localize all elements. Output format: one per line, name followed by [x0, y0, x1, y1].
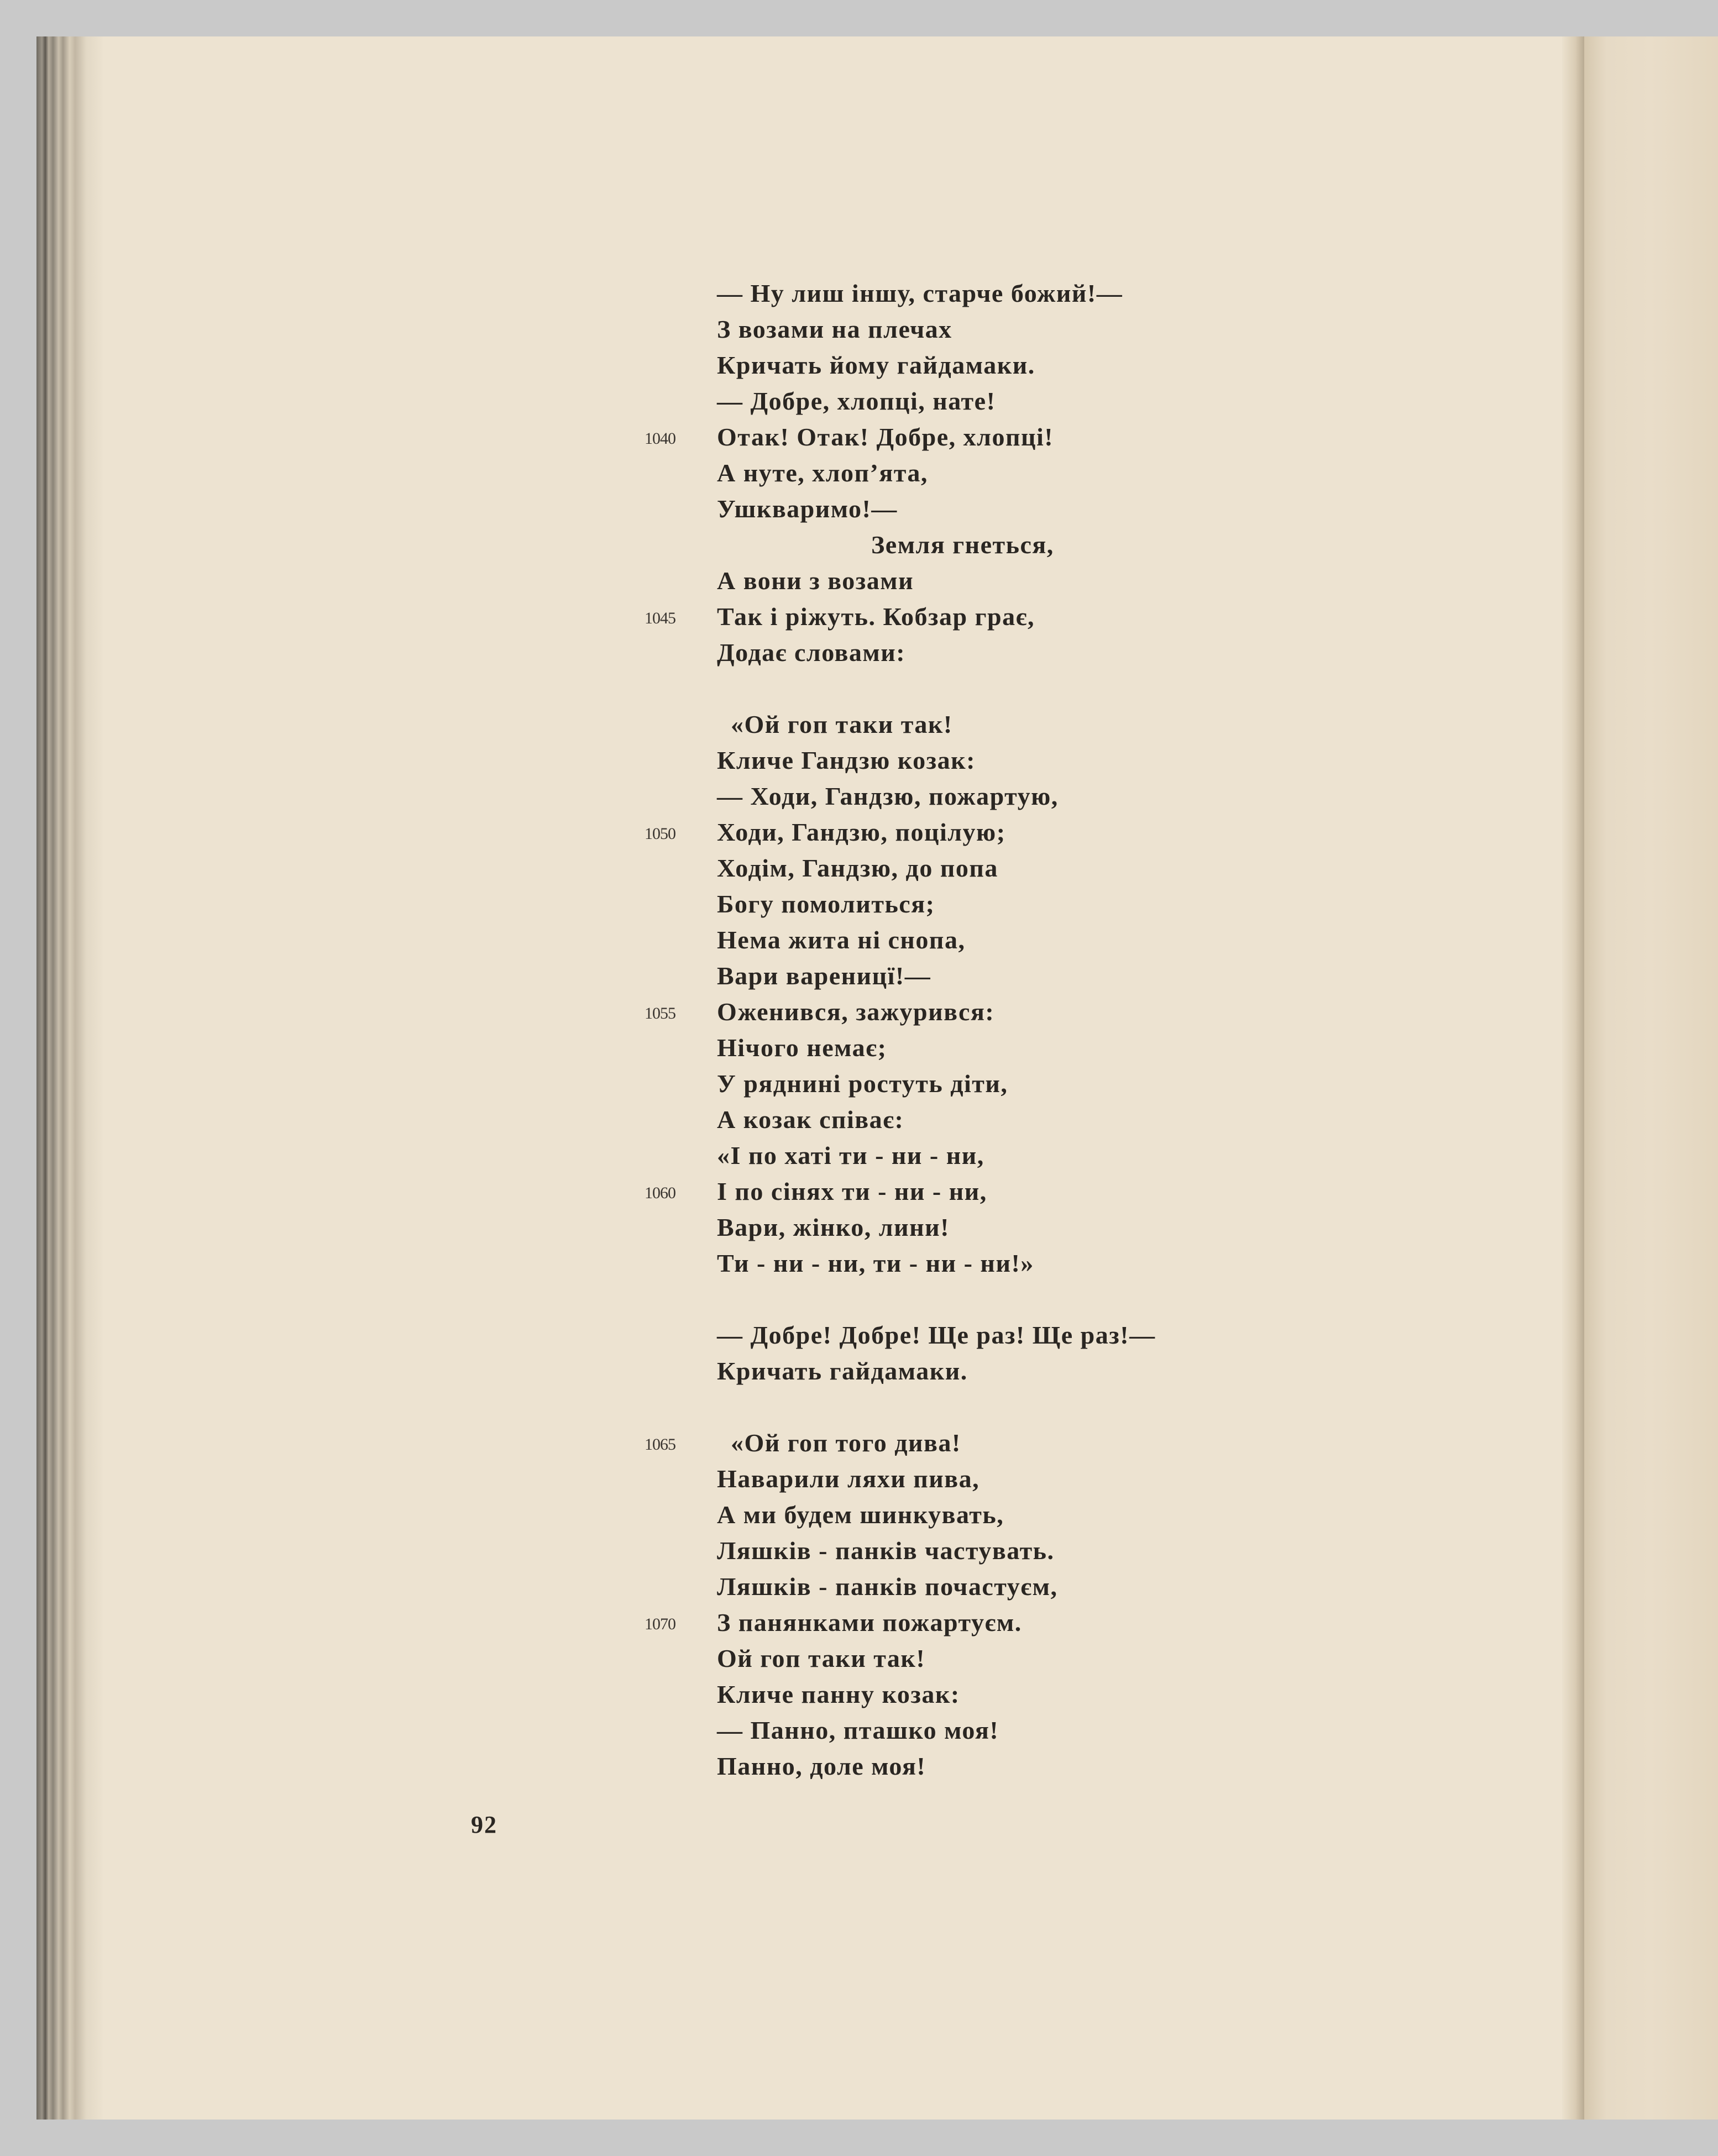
- poem-line: Ти - ни - ни, ти - ни - ни!»: [717, 1249, 1034, 1277]
- poem-line: Кричать йому гайдамаки.: [717, 351, 1035, 379]
- poem-line: Ходи, Гандзю, поцілую;: [717, 818, 1006, 846]
- poem-line: З панянками пожартуєм.: [717, 1608, 1022, 1636]
- poem-line: Нема жита ні снопа,: [717, 926, 966, 954]
- page-number: 92: [471, 1811, 497, 1838]
- poem-line: А вони з возами: [717, 566, 914, 595]
- poem-line: Нічого немає;: [717, 1034, 887, 1062]
- line-number: 1045: [645, 609, 675, 627]
- poem-line: Оженився, зажурився:: [717, 998, 995, 1026]
- poem-line: «Ой гоп того дива!: [731, 1429, 961, 1457]
- poem-line: Отак! Отак! Добре, хлопці!: [717, 423, 1054, 451]
- page-gutter: [1562, 36, 1584, 2120]
- poem-line: Богу помолиться;: [717, 890, 935, 918]
- poem-line: — Ну лиш іншу, старче божий!—: [717, 279, 1123, 307]
- poem-line: Ходім, Гандзю, до попа: [717, 854, 998, 882]
- poem-line: Ляшків - панків частувать.: [717, 1536, 1055, 1565]
- poem-line: — Добре, хлопці, нате!: [717, 387, 996, 415]
- poem-line: Панно, доле моя!: [717, 1752, 926, 1780]
- poem-line: Ой гоп таки так!: [717, 1644, 926, 1672]
- line-number: 1065: [645, 1435, 675, 1454]
- book-binding-edge: [36, 36, 103, 2120]
- poem-line: Земля гнеться,: [871, 531, 1054, 559]
- poem-line: Кричать гайдамаки.: [717, 1357, 968, 1385]
- poem-line: А козак співає:: [717, 1105, 904, 1134]
- poem-line: «І по хаті ти - ни - ни,: [717, 1141, 984, 1169]
- poem-line: Ушкваримо!—: [717, 495, 898, 523]
- line-number: 1050: [645, 825, 675, 843]
- line-number: 1060: [645, 1184, 675, 1202]
- scanned-book-spread: [36, 36, 1718, 2120]
- poem-line: — Добре! Добре! Ще раз! Ще раз!—: [717, 1321, 1156, 1349]
- facing-page-edge: [1584, 36, 1718, 2120]
- poem-line: Додає словами:: [717, 638, 906, 667]
- poem-line: Кличе Гандзю козак:: [717, 746, 976, 774]
- poem-line: Кличе панну козак:: [717, 1680, 960, 1708]
- poem-line: І по сінях ти - ни - ни,: [717, 1177, 987, 1205]
- line-number: 1070: [645, 1615, 675, 1633]
- poem-line: А нуте, хлоп’ята,: [717, 459, 928, 487]
- poem-line: Ляшків - панків почастуєм,: [717, 1572, 1058, 1601]
- poem-line: — Ходи, Гандзю, пожартую,: [717, 782, 1059, 810]
- poem-line: Вари, жінко, лини!: [717, 1213, 950, 1241]
- poem-line: Так і ріжуть. Кобзар грає,: [717, 602, 1035, 631]
- poem-line: — Панно, пташко моя!: [717, 1716, 999, 1744]
- poem-line: «Ой гоп таки так!: [731, 710, 953, 738]
- poem-line: Наварили ляхи пива,: [717, 1465, 980, 1493]
- poem-line: У ряднині ростуть діти,: [717, 1069, 1008, 1098]
- poem-line: З возами на плечах: [717, 315, 952, 343]
- line-number: 1055: [645, 1004, 675, 1022]
- poem-line: А ми будем шинкувать,: [717, 1501, 1004, 1529]
- line-number: 1040: [645, 429, 675, 448]
- poem-line: Вари вареницї!—: [717, 962, 931, 990]
